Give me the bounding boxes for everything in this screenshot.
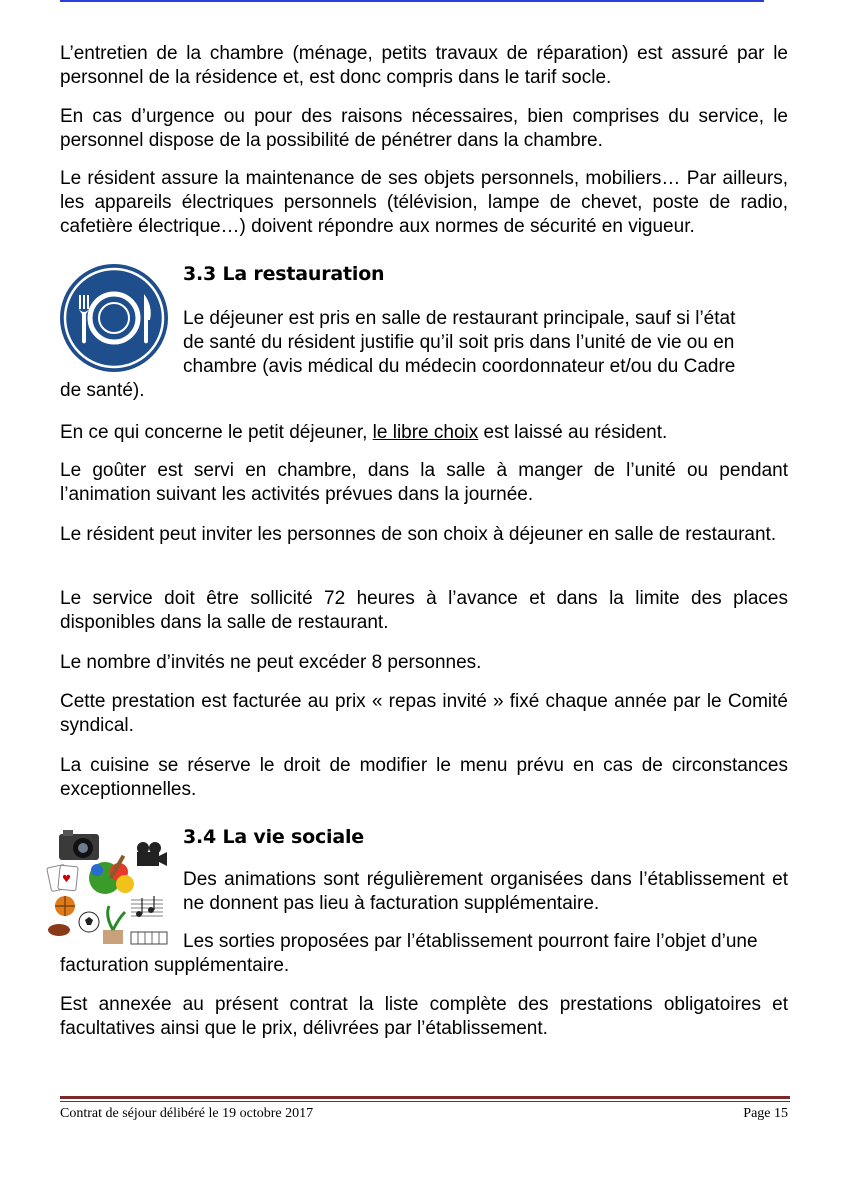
- sorties-line-1: Les sorties proposées par l’établissement pourront faire l’objet d’une: [183, 931, 758, 952]
- restauration-intro-line-3: chambre (avis médical du médecin coordonnateur et/ou du Cadre: [183, 356, 736, 377]
- heading-restauration: 3.3 La restauration: [183, 263, 385, 285]
- libre-choix-underlined: le libre choix: [372, 422, 479, 443]
- petit-dejeuner-text-before: En ce qui concerne le petit déjeuner,: [60, 422, 373, 443]
- paragraph-maintenance: Le résident assure la maintenance de ses objets personnels, mobiliers… Par ailleurs, les appareils électriques personnels (télévision, lampe de chevet, poste de radio, cafetière électrique…) doivent répondre aux normes de sécurité en vigueur.: [60, 168, 788, 237]
- paragraph-urgence: En cas d’urgence ou pour des raisons nécessaires, bien comprises du service, le personnel dispose de la possibilité de pénétrer dans la chambre.: [60, 106, 788, 151]
- footer-contract-date: Contrat de séjour délibéré le 19 octobre 2017: [60, 1106, 314, 1121]
- paragraph-cuisine: La cuisine se réserve le droit de modifier le menu prévu en cas de circonstances exceptionnelles.: [60, 755, 788, 800]
- social-activities-icon: [45, 826, 171, 948]
- paragraph-animations: Des animations sont régulièrement organisées dans l’établissement et ne donnent pas lieu à facturation supplémentaire.: [183, 869, 788, 914]
- paragraph-nombre-invites: Le nombre d’invités ne peut excéder 8 personnes.: [60, 652, 482, 673]
- petit-dejeuner-text-after: est laissé au résident.: [478, 422, 668, 443]
- paragraph-petit-dejeuner: [60, 421, 788, 445]
- restauration-intro-line-2: de santé du résident justifie qu’il soit pris dans l’unité de vie ou en: [183, 332, 735, 353]
- paragraph-entretien: L’entretien de la chambre (ménage, petits travaux de réparation) est assuré par le personnel de la résidence et, est donc compris dans le tarif socle.: [60, 43, 788, 88]
- plate-cutlery-icon: [58, 262, 170, 374]
- paragraph-service: Le service doit être sollicité 72 heures à l’avance et dans la limite des places disponibles dans la salle de restaurant.: [60, 588, 788, 633]
- restauration-intro-line-4: de santé).: [60, 380, 145, 401]
- sorties-line-2: facturation supplémentaire.: [60, 955, 290, 976]
- paragraph-inviter: Le résident peut inviter les personnes de son choix à déjeuner en salle de restaurant.: [60, 524, 777, 545]
- paragraph-prestation: Cette prestation est facturée au prix « repas invité » fixé chaque année par le Comité syndical.: [60, 691, 788, 736]
- footer-rule-thin: [60, 1101, 790, 1102]
- paragraph-annexe: Est annexée au présent contrat la liste complète des prestations obligatoires et facultatives ainsi que le prix, délivrées par l’établissement.: [60, 994, 788, 1039]
- svg-text:♥: ♥: [62, 874, 71, 885]
- heading-vie-sociale: 3.4 La vie sociale: [183, 826, 364, 848]
- footer-page-number: Page 15: [743, 1106, 788, 1121]
- top-rule: [60, 0, 764, 2]
- footer-rule-thick: [60, 1096, 790, 1099]
- paragraph-gouter: Le goûter est servi en chambre, dans la salle à manger de l’unité ou pendant l’animation suivant les activités prévues dans la journée.: [60, 460, 788, 505]
- restauration-intro-line-1: Le déjeuner est pris en salle de restaurant principale, sauf si l’état: [183, 308, 736, 329]
